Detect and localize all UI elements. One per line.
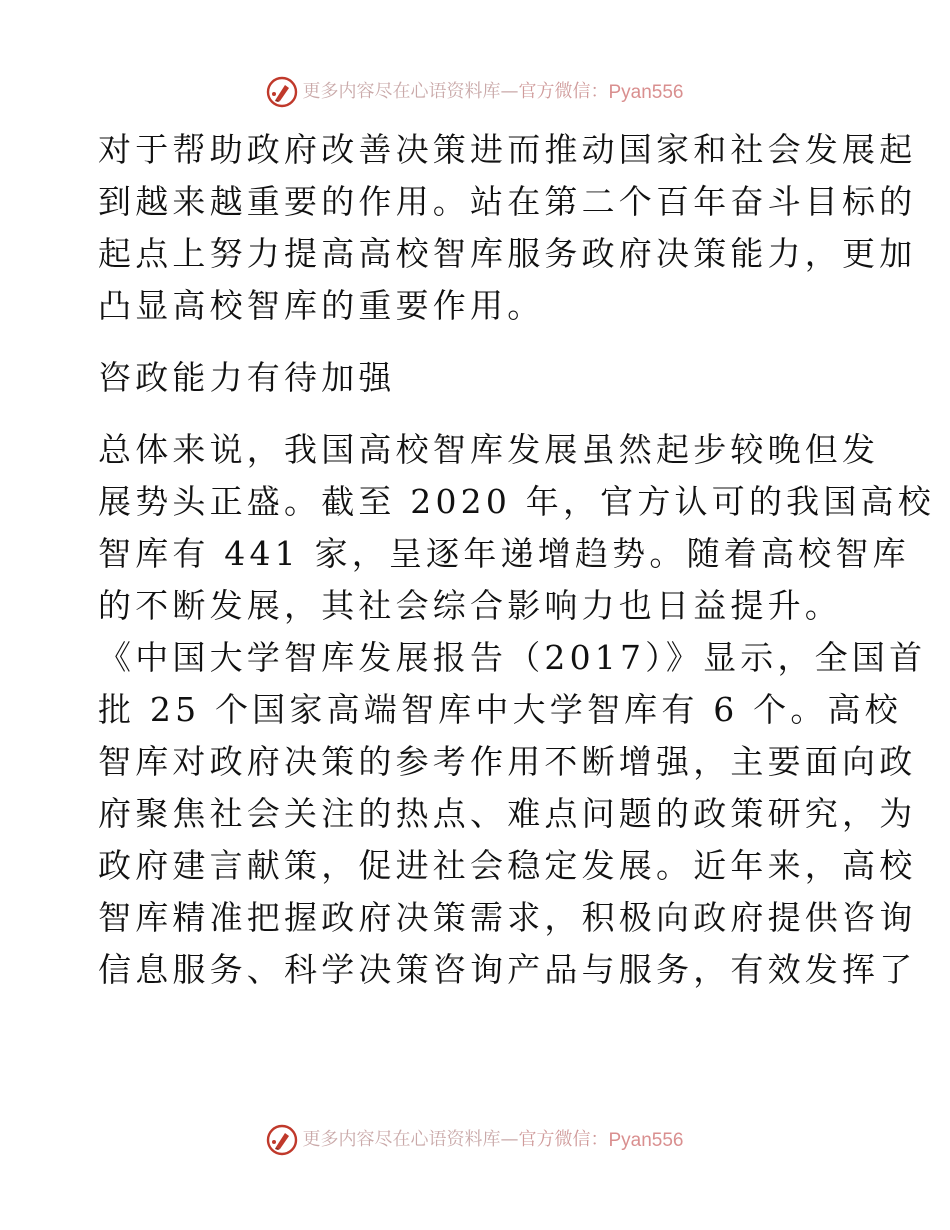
watermark-dash: — bbox=[500, 81, 519, 102]
text-line: 府聚焦社会关注的热点、难点问题的政策研究，为 bbox=[98, 794, 917, 833]
text-line: 《中国大学智库发展报告（2017）》显示，全国首 bbox=[98, 638, 927, 677]
text-line: 凸显高校智库的重要作用。 bbox=[98, 286, 545, 325]
paragraph bbox=[98, 424, 935, 996]
text-line: 总体来说，我国高校智库发展虽然起步较晚但发 bbox=[98, 430, 880, 469]
paragraph-spacer bbox=[98, 332, 858, 352]
watermark-dash: — bbox=[500, 1129, 519, 1150]
footer-watermark bbox=[0, 1120, 950, 1160]
watermark-wechat-id: Pyan556 bbox=[608, 81, 684, 103]
header-watermark bbox=[0, 72, 950, 112]
text-line: 智库精准把握政府决策需求，积极向政府提供咨询 bbox=[98, 898, 917, 937]
document-body bbox=[98, 124, 935, 996]
paragraph bbox=[98, 124, 917, 332]
pen-nib-logo-icon bbox=[266, 1124, 298, 1156]
text-line: 智库有 441 家，呈逐年递增趋势。随着高校智库 bbox=[98, 534, 910, 573]
text-line: 智库对政府决策的参考作用不断增强，主要面向政 bbox=[98, 742, 917, 781]
text-line: 展势头正盛。截至 2020 年，官方认可的我国高校 bbox=[98, 482, 935, 521]
pen-nib-logo-icon bbox=[266, 76, 298, 108]
text-line: 信息服务、科学决策咨询产品与服务，有效发挥了 bbox=[98, 950, 917, 989]
watermark-wechat-label: 官方微信： bbox=[518, 81, 609, 102]
paragraph-spacer bbox=[98, 404, 858, 424]
watermark-wechat-label: 官方微信： bbox=[518, 1129, 609, 1150]
watermark-text: 更多内容尽在心语资料库 bbox=[302, 1129, 501, 1150]
watermark-text: 更多内容尽在心语资料库 bbox=[302, 81, 501, 102]
watermark-wechat-id: Pyan556 bbox=[608, 1129, 684, 1151]
section-heading bbox=[98, 352, 858, 404]
heading-line: 咨政能力有待加强 bbox=[98, 358, 396, 397]
text-line: 起点上努力提高高校智库服务政府决策能力，更加 bbox=[98, 234, 917, 273]
text-line: 到越来越重要的作用。站在第二个百年奋斗目标的 bbox=[98, 182, 917, 221]
text-line: 批 25 个国家高端智库中大学智库有 6 个。高校 bbox=[98, 690, 902, 729]
text-line: 政府建言献策，促进社会稳定发展。近年来，高校 bbox=[98, 846, 917, 885]
text-line: 的不断发展，其社会综合影响力也日益提升。 bbox=[98, 586, 842, 625]
text-line: 对于帮助政府改善决策进而推动国家和社会发展起 bbox=[98, 130, 917, 169]
